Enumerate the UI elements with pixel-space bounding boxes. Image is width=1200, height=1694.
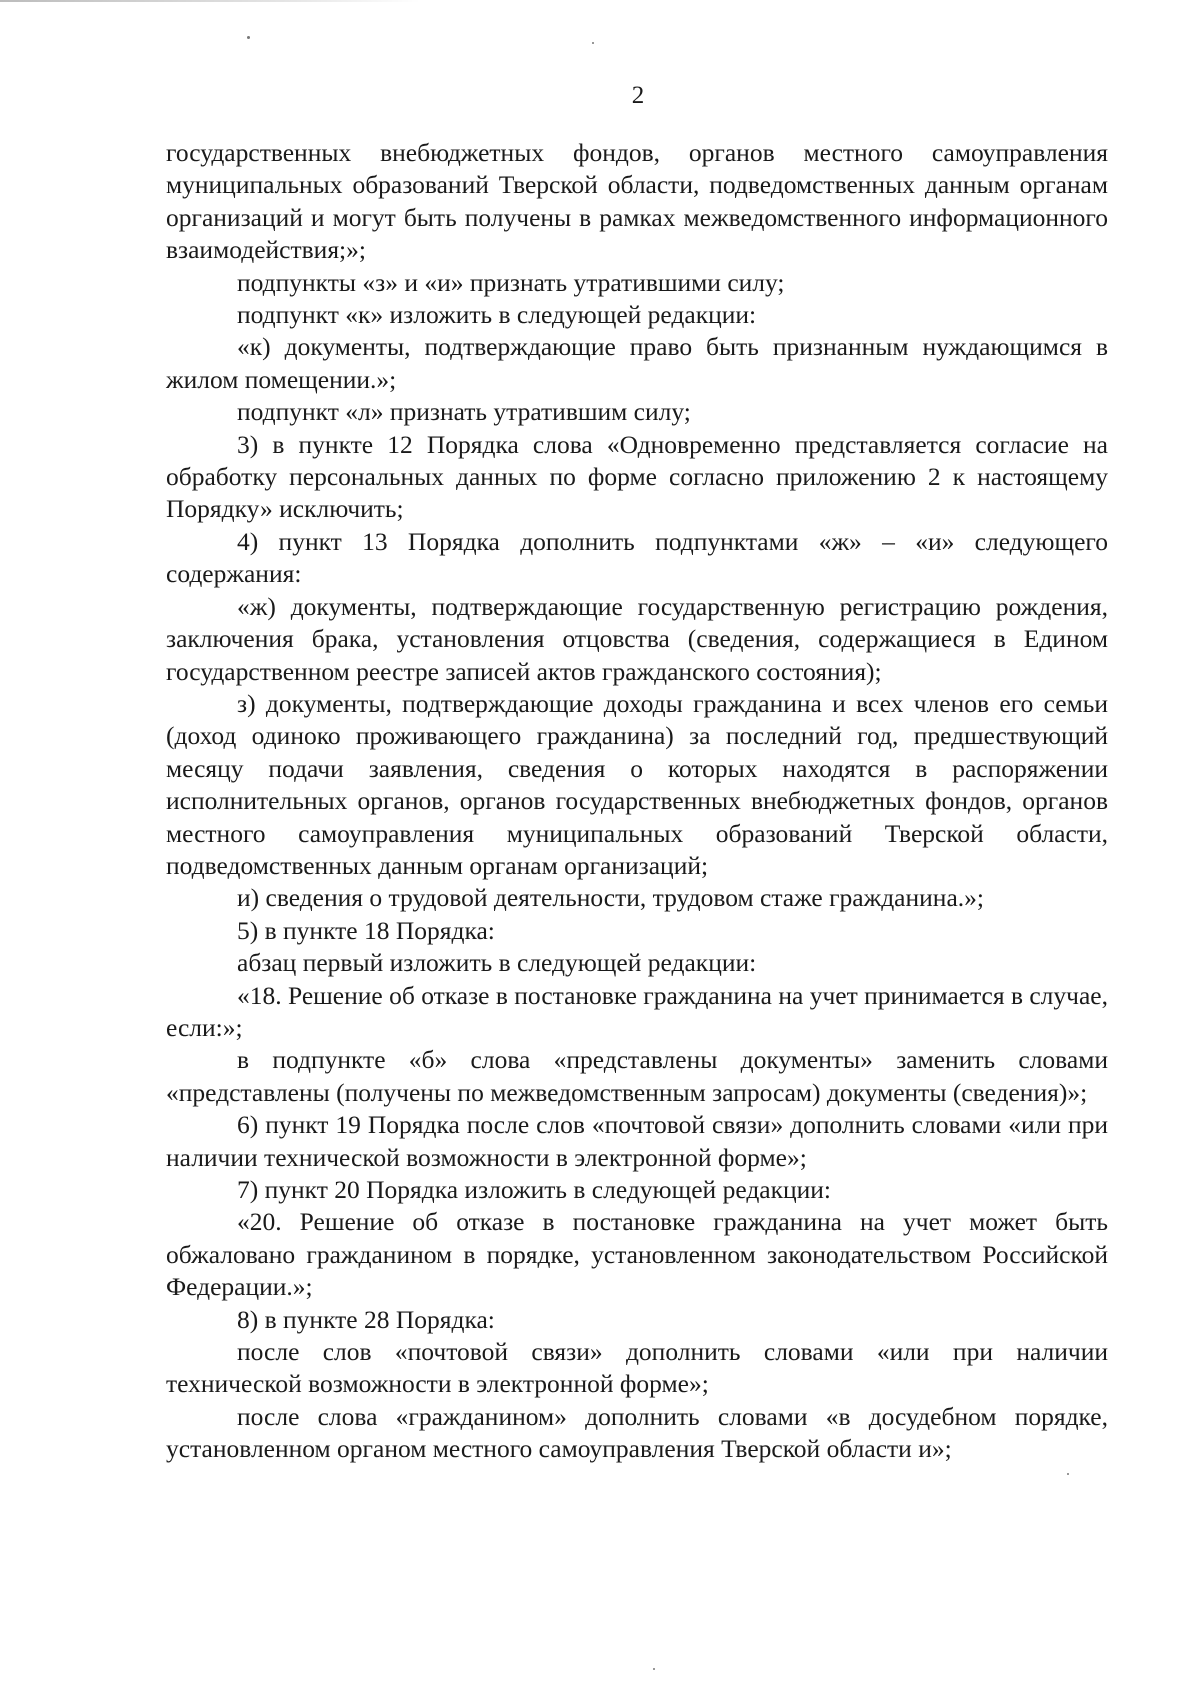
scan-edge (0, 0, 420, 2)
scan-speck (247, 36, 250, 39)
paragraph: 5) в пункте 18 Порядка: (237, 915, 495, 945)
paragraph: после слов «почтовой связи» дополнить словами «или при наличии технической возможности в электронной форме»; (166, 1337, 1108, 1399)
paragraph: 3) в пункте 12 Порядка слова «Одновременно представляется согласие на обработку персональных данных по форме согласно приложению 2 к настоящему Порядку» исключить; (166, 429, 1108, 524)
paragraph: в подпункте «б» слова «представлены документы» заменить словами «представлены (получены по межведомственным запросам) документы (сведения)»; (166, 1045, 1108, 1107)
page-number: 2 (631, 82, 645, 109)
paragraph: после слова «гражданином» дополнить словами «в досудебном порядке, установленном органом местного самоуправления Тверской области и»; (166, 1401, 1108, 1464)
scan-speck (1067, 1473, 1069, 1475)
paragraph: з) документы, подтверждающие доходы гражданина и всех членов его семьи (доход одиноко проживающего гражданина) за последний год, предшествующий месяцу подачи заявления, сведения о которых находятся в распоряжении исполнительных органов, органов государственных внебюджетных фондов, органов местного самоуправления муниципальных образований Тверской области, подведомственных данным органам организаций; (166, 688, 1108, 880)
paragraph: и) сведения о трудовой деятельности, трудовом стаже гражданина.»; (237, 883, 984, 913)
document-body (166, 137, 1108, 1466)
paragraph: подпункт «к» изложить в следующей редакции: (237, 300, 757, 330)
paragraph: 7) пункт 20 Порядка изложить в следующей редакции: (237, 1175, 832, 1204)
paragraph: «к) документы, подтверждающие право быть признанным нуждающимся в жилом помещении.»; (166, 332, 1108, 394)
paragraph: 6) пункт 19 Порядка после слов «почтовой связи» дополнить словами «или при наличии технической возможности в электронной форме»; (166, 1110, 1108, 1172)
paragraph: «18. Решение об отказе в постановке гражданина на учет принимается в случае, если:»; (166, 980, 1108, 1042)
paragraph: подпункты «з» и «и» признать утратившими силу; (237, 267, 785, 297)
paragraph: «ж) документы, подтверждающие государственную регистрацию рождения, заключения брака, установления отцовства (сведения, содержащиеся в Едином государственном реестре записей актов гражданского состояния); (166, 591, 1108, 686)
paragraph: «20. Решение об отказе в постановке гражданина на учет может быть обжаловано гражданином в порядке, установленном законодательством Российской Федерации.»; (166, 1207, 1108, 1302)
paragraph: 8) в пункте 28 Порядка: (237, 1304, 495, 1334)
scan-speck (592, 42, 594, 44)
paragraph: 4) пункт 13 Порядка дополнить подпунктами «ж» – «и» следующего содержания: (166, 526, 1108, 589)
scan-speck (653, 1668, 655, 1670)
paragraph: подпункт «л» признать утратившим силу; (237, 397, 691, 427)
paragraph: государственных внебюджетных фондов, органов местного самоуправления муниципальных образований Тверской области, подведомственных данным органам организаций и могут быть получены в рамках межведомственного информационного взаимодействия;»; (166, 138, 1108, 265)
paragraph: абзац первый изложить в следующей редакции: (237, 948, 757, 978)
